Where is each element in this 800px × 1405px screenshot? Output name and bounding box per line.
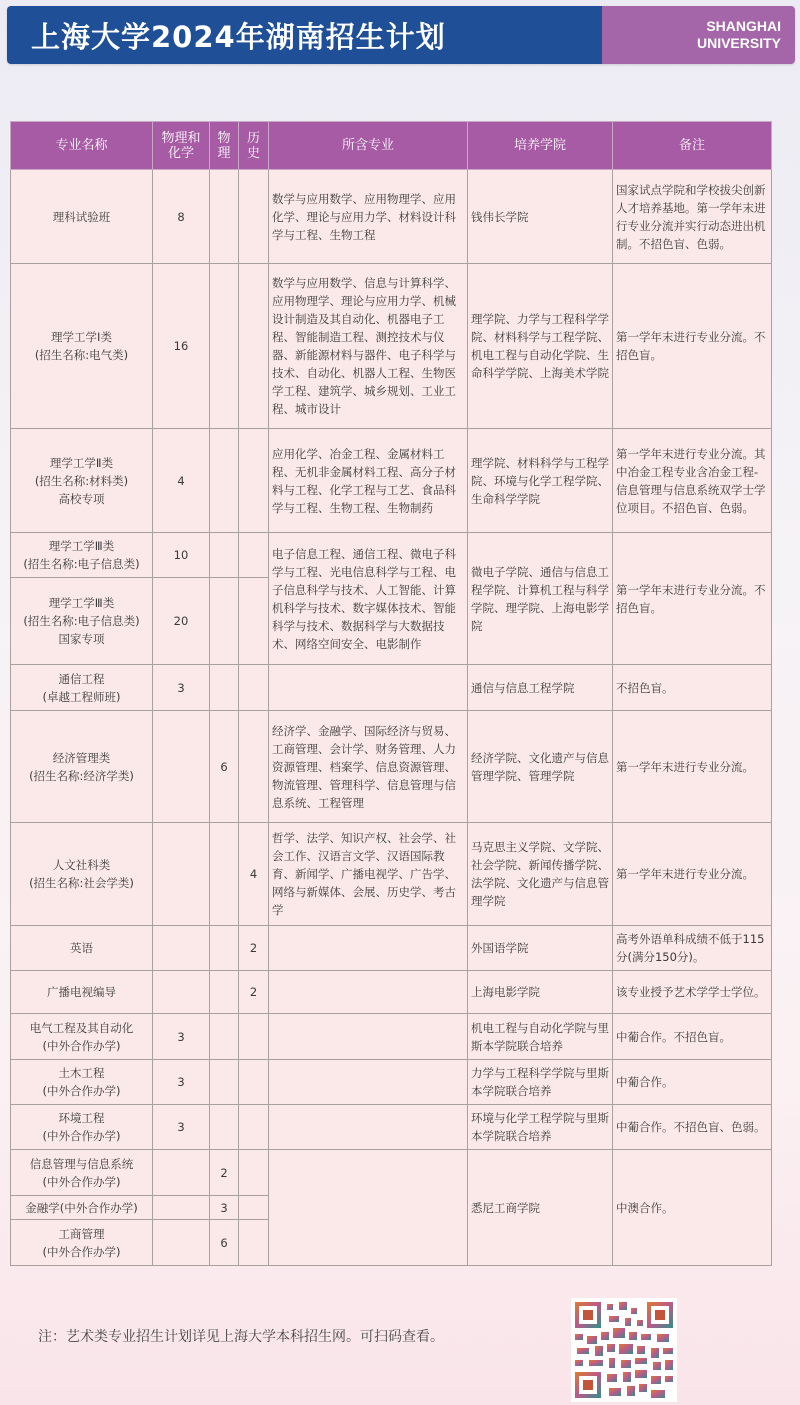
remarks: 第一学年末进行专业分流。 — [613, 823, 772, 926]
quota-physics-chemistry — [153, 926, 210, 971]
quota-history: 2 — [239, 971, 269, 1014]
remarks: 第一学年末进行专业分流。 — [613, 711, 772, 823]
major-name: 理学工学Ⅲ类 — [48, 596, 115, 610]
training-college: 上海电影学院 — [468, 971, 613, 1014]
table-row — [11, 1150, 772, 1196]
column-header-major-name: 专业名称 — [11, 122, 153, 170]
quota-physics — [210, 533, 239, 578]
included-majors: 电子信息工程、通信工程、微电子科学与工程、光电信息科学与工程、电子信息科学与技术、人工智能、计算机科学与技术、数字媒体技术、智能科学与技术、数据科学与大数据技术、网络空间安全、电影制作 — [269, 533, 468, 665]
qr-code[interactable] — [571, 1298, 677, 1402]
enrollment-name: (招生名称:材料类) — [34, 473, 129, 488]
quota-history — [239, 1014, 269, 1060]
quota-physics-chemistry — [153, 823, 210, 926]
major-name-cell — [11, 1060, 153, 1105]
included-majors — [269, 1014, 468, 1060]
major-name-cell — [11, 429, 153, 533]
major-name: 理学工学Ⅰ类 — [51, 330, 112, 344]
logo-text-line1: SHANGHAI — [706, 18, 781, 34]
training-college: 外国语学院 — [468, 926, 613, 971]
included-majors: 哲学、法学、知识产权、社会学、社会工作、汉语言文学、汉语国际教育、新闻学、广播电视学、广告学、网络与新媒体、会展、历史学、考古学 — [269, 823, 468, 926]
quota-history — [239, 429, 269, 533]
quota-physics — [210, 926, 239, 971]
plan-table-container — [10, 121, 771, 1262]
major-name: 电气工程及其自动化 — [29, 1020, 134, 1035]
remarks: 该专业授予艺术学学士学位。 — [613, 971, 772, 1014]
table-row — [11, 264, 772, 429]
major-name-cell — [11, 533, 153, 578]
enrollment-name: (中外合作办学) — [42, 1084, 121, 1098]
major-name: 金融学(中外合作办学) — [25, 1200, 138, 1215]
university-logo — [602, 6, 795, 64]
quota-history — [239, 1105, 269, 1150]
quota-physics — [210, 1105, 239, 1150]
table-row — [11, 533, 772, 578]
major-name: 理学工学Ⅱ类 — [49, 455, 114, 470]
major-name: 人文社科类 — [52, 858, 111, 872]
quota-history — [239, 170, 269, 264]
major-name: 经济管理类 — [52, 750, 111, 765]
major-name-cell — [11, 1150, 153, 1196]
major-name-cell — [11, 1196, 153, 1220]
table-row — [11, 926, 772, 971]
quota-physics — [210, 665, 239, 711]
quota-history — [239, 665, 269, 711]
quota-physics-chemistry: 16 — [153, 264, 210, 429]
table-row — [11, 711, 772, 823]
major-name: 理学工学Ⅲ类 — [48, 539, 115, 553]
page-title: 上海大学2024年湖南招生计划 — [7, 6, 602, 64]
enrollment-name: (招生名称:电子信息类) — [23, 557, 140, 571]
enrollment-name: (招生名称:经济学类) — [29, 768, 134, 783]
column-header-physics-chemistry-text: 物理和化学 — [161, 130, 201, 161]
special-program: 高校专项 — [58, 491, 105, 506]
enrollment-name: (卓越工程师班) — [42, 689, 121, 704]
included-majors — [269, 1060, 468, 1105]
column-header-included-majors: 所含专业 — [269, 122, 468, 170]
quota-history — [239, 1060, 269, 1105]
major-name-cell — [11, 665, 153, 711]
major-name-cell — [11, 1220, 153, 1266]
logo-text-line2: UNIVERSITY — [696, 35, 781, 51]
training-college: 钱伟长学院 — [468, 170, 613, 264]
remarks: 中葡合作。 — [613, 1060, 772, 1105]
quota-physics-chemistry: 3 — [153, 1014, 210, 1060]
major-name-cell — [11, 1014, 153, 1060]
quota-physics: 6 — [210, 711, 239, 823]
quota-history — [239, 578, 269, 665]
quota-physics-chemistry: 8 — [153, 170, 210, 264]
major-name: 信息管理与信息系统 — [29, 1156, 134, 1171]
enrollment-name: (中外合作办学) — [42, 1129, 121, 1143]
quota-history — [239, 1150, 269, 1196]
quota-history — [239, 1220, 269, 1266]
quota-history: 4 — [239, 823, 269, 926]
training-college: 微电子学院、通信与信息工程学院、计算机工程与科学学院、理学院、上海电影学院 — [468, 533, 613, 665]
table-row — [11, 1014, 772, 1060]
quota-physics — [210, 1060, 239, 1105]
quota-physics-chemistry — [153, 1196, 210, 1220]
remarks: 中澳合作。 — [613, 1150, 772, 1266]
quota-physics-chemistry: 4 — [153, 429, 210, 533]
included-majors: 经济学、金融学、国际经济与贸易、工商管理、会计学、财务管理、人力资源管理、档案学、信息资源管理、物流管理、管理科学、信息管理与信息系统、工程管理 — [269, 711, 468, 823]
training-college: 马克思主义学院、文学院、社会学院、新闻传播学院、法学院、文化遗产与信息管理学院 — [468, 823, 613, 926]
training-college: 通信与信息工程学院 — [468, 665, 613, 711]
page-header — [7, 6, 795, 64]
major-name-cell — [11, 264, 153, 429]
table-row — [11, 429, 772, 533]
quota-physics-chemistry: 3 — [153, 665, 210, 711]
column-header-remarks: 备注 — [613, 122, 772, 170]
remarks: 第一学年末进行专业分流。不招色盲。 — [613, 264, 772, 429]
quota-physics — [210, 429, 239, 533]
quota-physics-chemistry — [153, 971, 210, 1014]
major-name-cell — [11, 1105, 153, 1150]
quota-history: 2 — [239, 926, 269, 971]
major-name-cell — [11, 578, 153, 665]
included-majors: 数学与应用数学、信息与计算科学、应用物理学、理论与应用力学、机械设计制造及其自动化、机器电子工程、智能制造工程、测控技术与仪器、新能源材料与器件、电子科学与技术、自动化、机器人工程、生物医学工程、建筑学、城乡规划、工业工程、城市设计 — [269, 264, 468, 429]
quota-physics-chemistry: 3 — [153, 1060, 210, 1105]
training-college: 悉尼工商学院 — [468, 1150, 613, 1266]
major-name-cell — [11, 711, 153, 823]
quota-physics — [210, 1014, 239, 1060]
included-majors — [269, 1150, 468, 1266]
quota-physics-chemistry — [153, 1220, 210, 1266]
quota-physics: 3 — [210, 1196, 239, 1220]
included-majors — [269, 665, 468, 711]
column-header-history-text: 历史 — [246, 130, 260, 161]
enrollment-name: (招生名称:电气类) — [34, 348, 129, 362]
column-header-history — [239, 122, 269, 170]
remarks: 中葡合作。不招色盲、色弱。 — [613, 1105, 772, 1150]
included-majors: 数学与应用数学、应用物理学、应用化学、理论与应用力学、材料设计科学与工程、生物工程 — [269, 170, 468, 264]
training-college: 理学院、材料科学与工程学院、环境与化学工程学院、生命科学学院 — [468, 429, 613, 533]
enrollment-name: (中外合作办学) — [42, 1244, 121, 1259]
quota-history — [239, 1196, 269, 1220]
table-row — [11, 170, 772, 264]
column-header-physics — [210, 122, 239, 170]
quota-history — [239, 533, 269, 578]
enrollment-name: (中外合作办学) — [42, 1038, 121, 1053]
enrollment-plan-table — [10, 121, 772, 1266]
table-row — [11, 1105, 772, 1150]
major-name-cell — [11, 926, 153, 971]
quota-physics — [210, 823, 239, 926]
major-name: 理科试验班 — [52, 209, 111, 224]
remarks: 高考外语单科成绩不低于115分(满分150分)。 — [613, 926, 772, 971]
column-header-college: 培养学院 — [468, 122, 613, 170]
major-name-cell — [11, 971, 153, 1014]
table-row — [11, 665, 772, 711]
remarks: 中葡合作。不招色盲。 — [613, 1014, 772, 1060]
training-college: 理学院、力学与工程科学学院、材料科学与工程学院、机电工程与自动化学院、生命科学学院、上海美术学院 — [468, 264, 613, 429]
table-row — [11, 971, 772, 1014]
major-name: 工商管理 — [58, 1226, 105, 1241]
table-row — [11, 1060, 772, 1105]
training-college: 力学与工程科学学院与里斯本学院联合培养 — [468, 1060, 613, 1105]
quota-physics-chemistry: 3 — [153, 1105, 210, 1150]
quota-physics — [210, 170, 239, 264]
major-name: 广播电视编导 — [47, 985, 116, 999]
remarks: 不招色盲。 — [613, 665, 772, 711]
quota-physics-chemistry — [153, 1150, 210, 1196]
enrollment-name: (招生名称:社会学类) — [29, 876, 134, 890]
training-college: 环境与化学工程学院与里斯本学院联合培养 — [468, 1105, 613, 1150]
major-name: 英语 — [70, 941, 93, 955]
quota-physics-chemistry: 10 — [153, 533, 210, 578]
major-name: 环境工程 — [58, 1111, 105, 1125]
quota-history — [239, 711, 269, 823]
enrollment-name: (中外合作办学) — [42, 1174, 121, 1189]
training-college: 经济学院、文化遗产与信息管理学院、管理学院 — [468, 711, 613, 823]
remarks: 国家试点学院和学校拔尖创新人才培养基地。第一学年末进行专业分流并实行动态进出机制。不招色盲、色弱。 — [613, 170, 772, 264]
included-majors: 应用化学、冶金工程、金属材料工程、无机非金属材料工程、高分子材料与工程、化学工程与工艺、食品科学与工程、生物工程、生物制药 — [269, 429, 468, 533]
quota-physics — [210, 264, 239, 429]
included-majors — [269, 1105, 468, 1150]
major-name-cell — [11, 170, 153, 264]
quota-physics: 6 — [210, 1220, 239, 1266]
remarks: 第一学年末进行专业分流。不招色盲。 — [613, 533, 772, 665]
quota-physics-chemistry — [153, 711, 210, 823]
training-college: 机电工程与自动化学院与里斯本学院联合培养 — [468, 1014, 613, 1060]
table-header-row — [11, 122, 772, 170]
quota-physics: 2 — [210, 1150, 239, 1196]
table-row — [11, 823, 772, 926]
major-name-cell — [11, 823, 153, 926]
included-majors — [269, 971, 468, 1014]
included-majors — [269, 926, 468, 971]
quota-physics — [210, 971, 239, 1014]
quota-physics-chemistry: 20 — [153, 578, 210, 665]
major-name: 土木工程 — [58, 1066, 105, 1080]
major-name: 通信工程 — [58, 671, 105, 686]
special-program: 国家专项 — [58, 632, 105, 646]
remarks: 第一学年末进行专业分流。其中冶金工程专业含冶金工程-信息管理与信息系统双学士学位项目。不招色盲、色弱。 — [613, 429, 772, 533]
enrollment-name: (招生名称:电子信息类) — [23, 614, 140, 628]
column-header-physics-text: 物理 — [217, 130, 231, 161]
quota-physics — [210, 578, 239, 665]
column-header-physics-chemistry — [153, 122, 210, 170]
quota-history — [239, 264, 269, 429]
footer-note: 注：艺术类专业招生计划详见上海大学本科招生网。可扫码查看。 — [38, 1329, 444, 1345]
qr-code-icon — [571, 1298, 677, 1402]
